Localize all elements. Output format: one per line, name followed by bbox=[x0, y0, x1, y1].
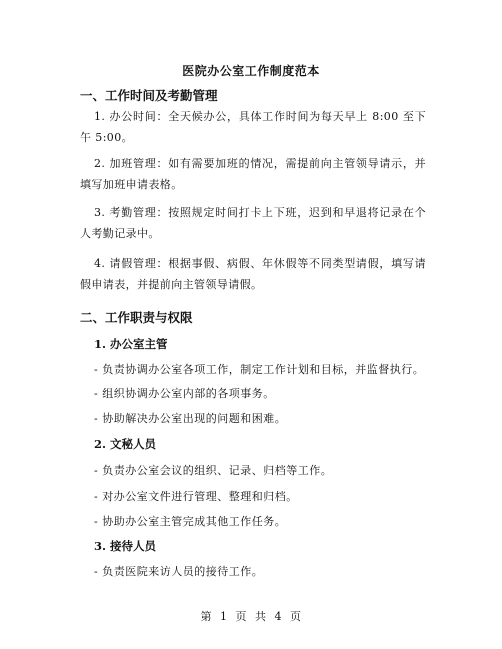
list-item: - 负责医院来访人员的接待工作。 bbox=[94, 565, 264, 578]
footer-total-prefix: 共 bbox=[255, 610, 267, 623]
footer-total-suffix: 页 bbox=[290, 610, 302, 623]
subsection-heading-secretary: 2. 文秘人员 bbox=[94, 437, 157, 451]
list-item: - 组织协调办公室内部的各项事务。 bbox=[94, 387, 275, 400]
page-number-footer bbox=[0, 608, 502, 624]
section-heading-attendance: 一、工作时间及考勤管理 bbox=[80, 88, 218, 103]
section-heading-duties: 二、工作职责与权限 bbox=[80, 310, 193, 325]
footer-prefix: 第 bbox=[200, 610, 212, 623]
subsection-heading-reception: 3. 接待人员 bbox=[94, 539, 157, 553]
document-title: 医院办公室工作制度范本 bbox=[182, 64, 320, 78]
list-item: - 协助解决办公室出现的问题和困难。 bbox=[94, 412, 287, 425]
footer-page-suffix: 页 bbox=[235, 610, 247, 623]
paragraph-overtime: 2. 加班管理：如有需要加班的情况，需提前向主管领导请示，并填写加班申请表格。 bbox=[80, 157, 426, 191]
list-item: - 负责协调办公室各项工作，制定工作计划和目标，并监督执行。 bbox=[94, 363, 425, 376]
paragraph-attendance: 3. 考勤管理：按照规定时间打卡上下班，迟到和早退将记录在个人考勤记录中。 bbox=[80, 206, 426, 240]
footer-total-pages: 4 bbox=[274, 610, 282, 623]
subsection-heading-office-director: 1. 办公室主管 bbox=[94, 337, 168, 351]
paragraph-office-hours: 1. 办公时间：全天候办公，具体工作时间为每天早上 8:00 至下午 5:00。 bbox=[80, 110, 426, 144]
list-item: - 协助办公室主管完成其他工作任务。 bbox=[94, 515, 287, 528]
list-item: - 负责办公室会议的组织、记录、归档等工作。 bbox=[94, 464, 333, 477]
footer-current-page: 1 bbox=[220, 610, 228, 623]
paragraph-leave: 4. 请假管理：根据事假、病假、年休假等不同类型请假，填写请假申请表，并提前向主管领导请假。 bbox=[80, 257, 426, 291]
list-item: - 对办公室文件进行管理、整理和归档。 bbox=[94, 490, 298, 503]
